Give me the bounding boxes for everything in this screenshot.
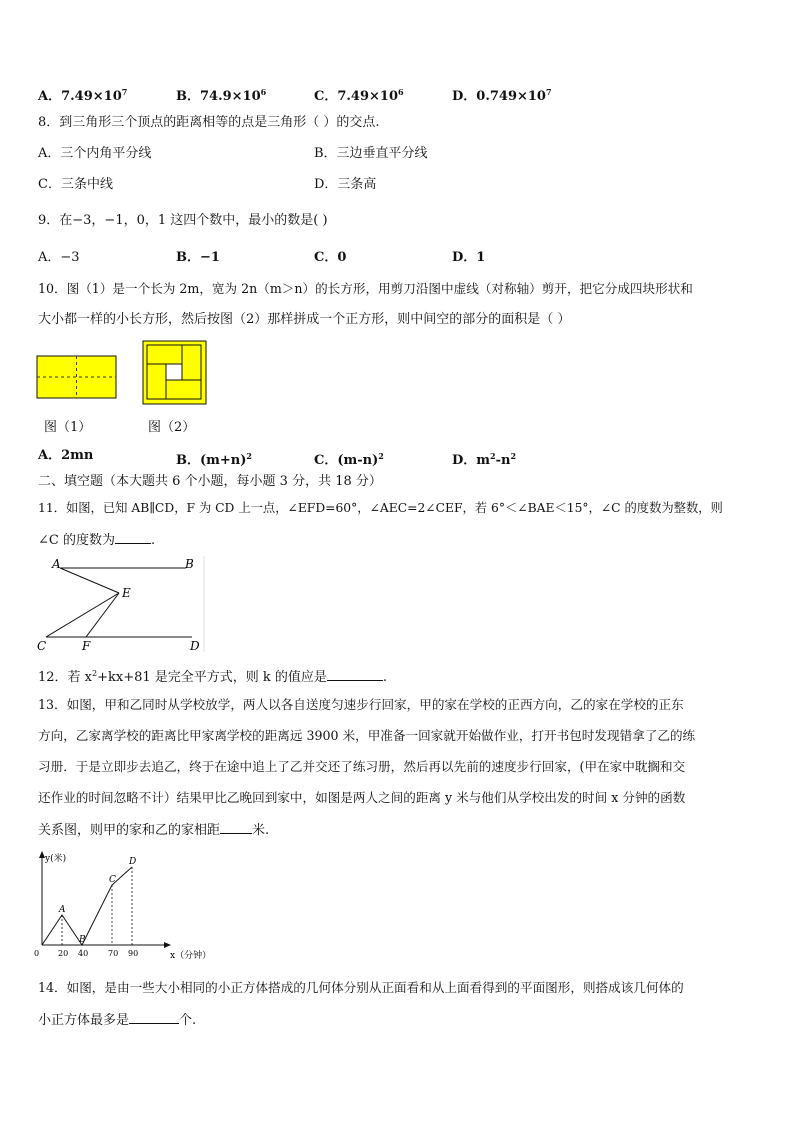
q7-option-d — [452, 84, 552, 105]
figure2-piece-right — [182, 345, 201, 380]
q8-option-a: A．三个内角平分线 — [38, 146, 152, 161]
line-ef — [86, 593, 119, 637]
option-exponent: 2 — [246, 451, 252, 461]
figure2-center-hole — [166, 364, 182, 380]
point-label-a: A — [59, 905, 66, 915]
option-text: m — [476, 453, 491, 468]
x-tick-label: 90 — [128, 949, 139, 958]
q11-line2-suffix: . — [150, 533, 156, 548]
answer-blank — [327, 668, 383, 681]
q13-line5-suffix: 米. — [252, 823, 270, 838]
option-letter: A． — [38, 448, 62, 463]
answer-blank — [220, 821, 252, 834]
option-text: 2mn — [61, 448, 94, 463]
q8-option-b: B．三边垂直平分线 — [314, 146, 428, 161]
q13-distance-time-chart — [30, 848, 220, 960]
point-label-d: D — [129, 857, 137, 867]
series-line — [42, 867, 132, 945]
q13-line5-prefix: 关系图，则甲的家和乙的家相距 — [38, 823, 221, 838]
answer-blank — [129, 1011, 179, 1024]
label-a: A — [52, 557, 61, 571]
q14-line2-prefix: 小正方体最多是 — [38, 1013, 130, 1028]
q10-option-a — [38, 448, 93, 464]
chart-marks — [34, 857, 138, 958]
q13-line2: 方向，乙家离学校的距离比甲家离学校的距离远 3900 米，甲准备一回家就开始做作业，打开书包时发现错拿了乙的练 — [38, 728, 696, 743]
q7-option-c — [314, 84, 404, 105]
q7-option-b — [176, 84, 266, 105]
option-exponent: 2 — [378, 451, 384, 461]
q10-caption-1: 图（1） — [44, 420, 92, 435]
option-exponent: 7 — [545, 87, 552, 97]
option-exponent: 2 — [510, 451, 517, 461]
label-f: F — [82, 639, 91, 652]
q10-figure-2 — [142, 340, 208, 406]
option-exponent: 6 — [398, 87, 404, 97]
figure2-piece-top — [147, 345, 182, 364]
y-axis-label: y(米) — [45, 854, 67, 864]
q14-line2 — [38, 1011, 196, 1029]
q9-option-c: C．0 — [314, 250, 347, 265]
q10-option-c — [314, 448, 384, 469]
point-label-b: B — [79, 935, 86, 945]
option-letter: D． — [452, 453, 477, 468]
q11-figure — [34, 556, 206, 652]
q9-option-b: B．−1 — [176, 250, 220, 265]
option-exponent: 6 — [260, 87, 267, 97]
option-text: 0.749×10 — [476, 89, 546, 104]
q9-option-d: D．1 — [452, 250, 486, 265]
q14-line1: 14．如图，是由一些大小相同的小正方体搭成的几何体分别从正面看和从上面看得到的平面图形，则搭成该几何体的 — [38, 980, 684, 995]
q10-caption-2: 图（2） — [148, 420, 196, 435]
option-letter: C． — [314, 453, 338, 468]
q10-option-d — [452, 448, 516, 469]
option-letter: B． — [176, 453, 200, 468]
option-text: (m+n) — [200, 453, 247, 468]
option-letter: A． — [38, 89, 62, 104]
q13-line5 — [38, 821, 269, 839]
x-axis-arrow — [164, 942, 171, 948]
label-b: B — [185, 557, 194, 571]
q10-option-b — [176, 448, 252, 469]
x-tick-label: 70 — [108, 949, 119, 958]
label-e: E — [122, 586, 131, 600]
q12-prefix: 12．若 x — [38, 670, 93, 685]
q13-line1: 13．如图，甲和乙同时从学校放学，两人以各自送度匀速步行回家，甲的家在学校的正西方向，乙的家在学校的正东 — [38, 697, 684, 712]
line-ae — [60, 568, 119, 593]
x-tick-label: 40 — [78, 949, 89, 958]
q11-line1: 11．如图，已知 AB∥CD，F 为 CD 上一点，∠EFD=60°，∠AEC=2∠CEF，若 6°＜∠BAE＜15°，∠C 的度数为整数，则 — [38, 501, 723, 515]
q11-line2-prefix: ∠C 的度数为 — [38, 533, 115, 548]
q12-suffix: . — [382, 670, 388, 685]
figure2-piece-left — [147, 364, 166, 399]
q12-middle: +kx+81 是完全平方式，则 k 的值应是 — [97, 670, 327, 685]
x-tick-label: 0 — [34, 949, 40, 958]
q13-line3: 习册．于是立即步去追乙，终于在途中追上了乙并交还了练习册，然后再以先前的速度步行回家，(甲在家中耽搁和交 — [38, 759, 686, 774]
option-exponent: 2 — [490, 451, 496, 461]
q8-stem: 8．到三角形三个顶点的距离相等的点是三角形（ ）的交点. — [38, 115, 380, 130]
option-text-tail: -n — [495, 453, 511, 468]
label-c: C — [37, 639, 47, 652]
q8-option-d: D．三条高 — [314, 177, 377, 192]
q9-stem: 9．在−3，−1，0，1 这四个数中，最小的数是( ) — [38, 213, 328, 228]
q10-figure-1 — [36, 355, 118, 401]
q14-line2-suffix: 个. — [179, 1013, 197, 1028]
figure2-piece-bottom — [166, 380, 201, 399]
q11-line2 — [38, 531, 155, 549]
x-axis-label: x（分钟） — [170, 951, 212, 960]
q7-option-a — [38, 84, 127, 105]
option-text: 7.49×10 — [337, 89, 399, 104]
line-ec — [46, 593, 119, 637]
q9-option-a: A．−3 — [38, 250, 80, 265]
label-d: D — [190, 639, 200, 652]
point-label-c: C — [109, 875, 116, 885]
x-tick-label: 20 — [58, 949, 69, 958]
option-text: 74.9×10 — [200, 89, 261, 104]
q8-option-c: C．三条中线 — [38, 177, 113, 192]
q12-exponent: 2 — [92, 669, 98, 678]
option-exponent: 7 — [121, 87, 128, 97]
option-text: 7.49×10 — [61, 89, 122, 104]
option-letter: D． — [452, 89, 477, 104]
option-text: (m-n) — [337, 453, 379, 468]
answer-blank — [115, 531, 151, 544]
option-letter: C． — [314, 89, 338, 104]
q10-stem-line1: 10．图（1）是一个长为 2m，宽为 2n（m＞n）的长方形，用剪刀沿图中虚线（对称轴）剪开，把它分成四块形状和 — [38, 281, 693, 296]
q13-line4: 还作业的时间忽略不计）结果甲比乙晚回到家中，如图是两人之间的距离 y 米与他们从学校出发的时间 x 分钟的函数 — [38, 790, 686, 805]
q12-stem — [38, 666, 387, 686]
section-heading: 二、填空题（本大题共 6 个小题，每小题 3 分，共 18 分） — [38, 474, 382, 489]
q10-stem-line2: 大小都一样的小长方形，然后按图（2）那样拼成一个正方形，则中间空的部分的面积是（ ） — [38, 312, 571, 327]
option-letter: B． — [176, 89, 200, 104]
